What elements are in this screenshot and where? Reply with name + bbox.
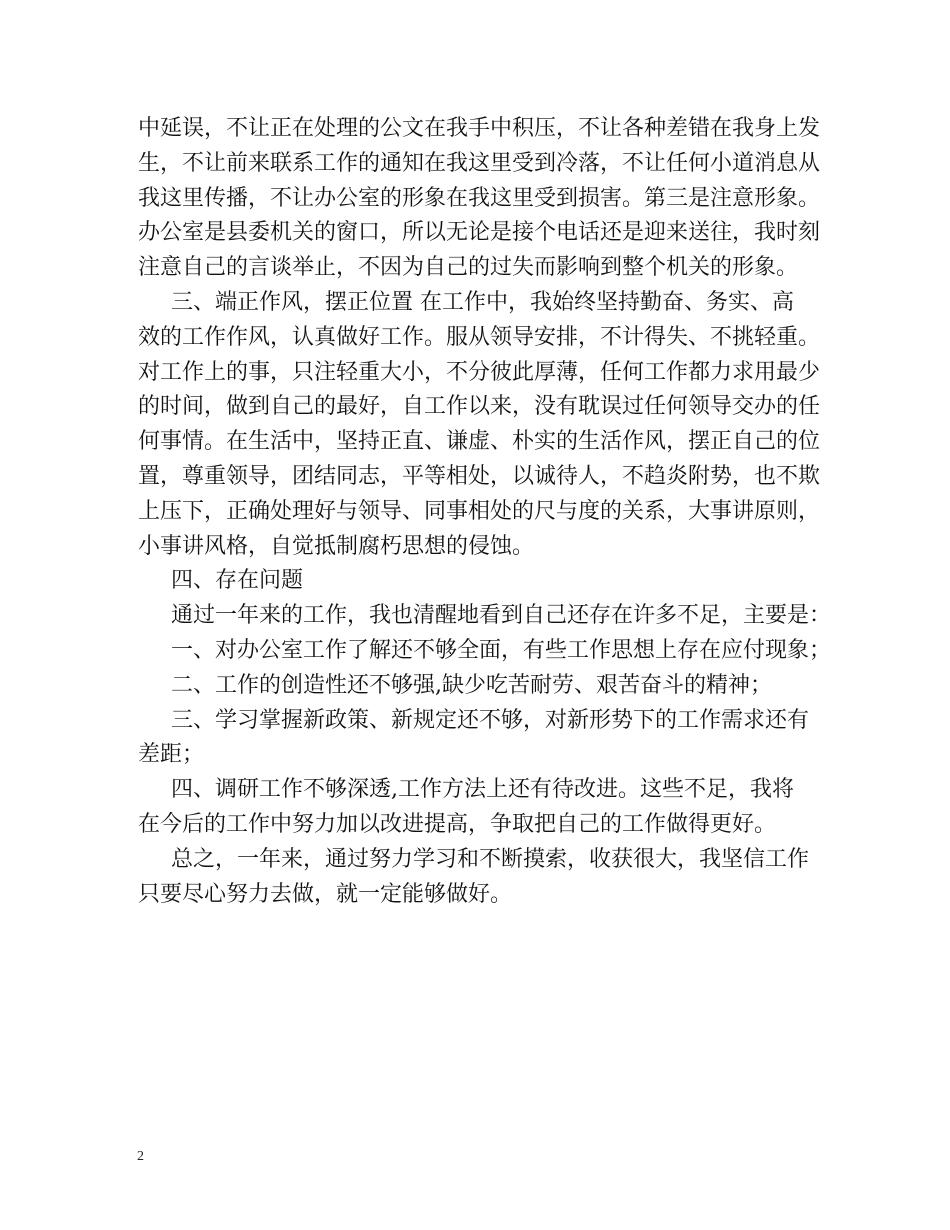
body-line: 注意自己的言谈举止，不因为自己的过失而影响到整个机关的形象。 bbox=[138, 255, 799, 281]
body-line: 办公室是县委机关的窗口，所以无论是接个电话还是迎来送往，我时刻 bbox=[138, 220, 821, 246]
list-item-continuation: 差距； bbox=[138, 742, 205, 768]
list-item-continuation: 在今后的工作中努力加以改进提高，争取把自己的工作做得更好。 bbox=[138, 811, 777, 837]
body-line: 对工作上的事，只注轻重大小，不分彼此厚薄，任何工作都力求用最少 bbox=[138, 359, 821, 385]
body-line: 通过一年来的工作，我也清醒地看到自己还存在许多不足，主要是： bbox=[171, 603, 832, 629]
body-line: 效的工作作风，认真做好工作。服从领导安排，不计得失、不挑轻重。 bbox=[138, 324, 821, 350]
body-line: 中延误，不让正在处理的公文在我手中积压，不让各种差错在我身上发 bbox=[138, 116, 821, 141]
document-body bbox=[138, 112, 832, 912]
page-number: 2 bbox=[137, 1149, 144, 1164]
body-line: 上压下，正确处理好与领导、同事相处的尺与度的关系，大事讲原则， bbox=[138, 498, 821, 524]
list-item: 四、调研工作不够深透,工作方法上还有待改进。这些不足，我将 bbox=[171, 777, 794, 803]
body-line: 生，不让前来联系工作的通知在我这里受到冷落，不让任何小道消息从 bbox=[138, 150, 821, 176]
body-line: 的时间，做到自己的最好，自工作以来，没有耽误过任何领导交办的任 bbox=[138, 394, 821, 420]
conclusion-line: 总之，一年来，通过努力学习和不断摸索，收获很大，我坚信工作 bbox=[171, 846, 810, 872]
body-line: 置，尊重领导，团结同志，平等相处，以诚待人，不趋炎附势，也不欺 bbox=[138, 463, 821, 489]
body-line: 何事情。在生活中，坚持正直、谦虚、朴实的生活作风，摆正自己的位 bbox=[138, 429, 821, 455]
body-line: 我这里传播，不让办公室的形象在我这里受到损害。第三是注意形象。 bbox=[138, 185, 821, 211]
list-item: 一、对办公室工作了解还不够全面，有些工作思想上存在应付现象； bbox=[171, 637, 832, 663]
section-heading-line: 三、端正作风，摆正位置 在工作中，我始终坚持勤奋、务实、高 bbox=[171, 289, 794, 315]
section-heading: 四、存在问题 bbox=[171, 568, 304, 594]
body-line: 小事讲风格，自觉抵制腐朽思想的侵蚀。 bbox=[138, 533, 535, 559]
conclusion-line: 只要尽心努力去做，就一定能够做好。 bbox=[138, 881, 513, 907]
list-item: 三、学习掌握新政策、新规定还不够，对新形势下的工作需求还有 bbox=[171, 707, 810, 733]
list-item: 二、工作的创造性还不够强,缺少吃苦耐劳、艰苦奋斗的精神； bbox=[171, 672, 772, 698]
